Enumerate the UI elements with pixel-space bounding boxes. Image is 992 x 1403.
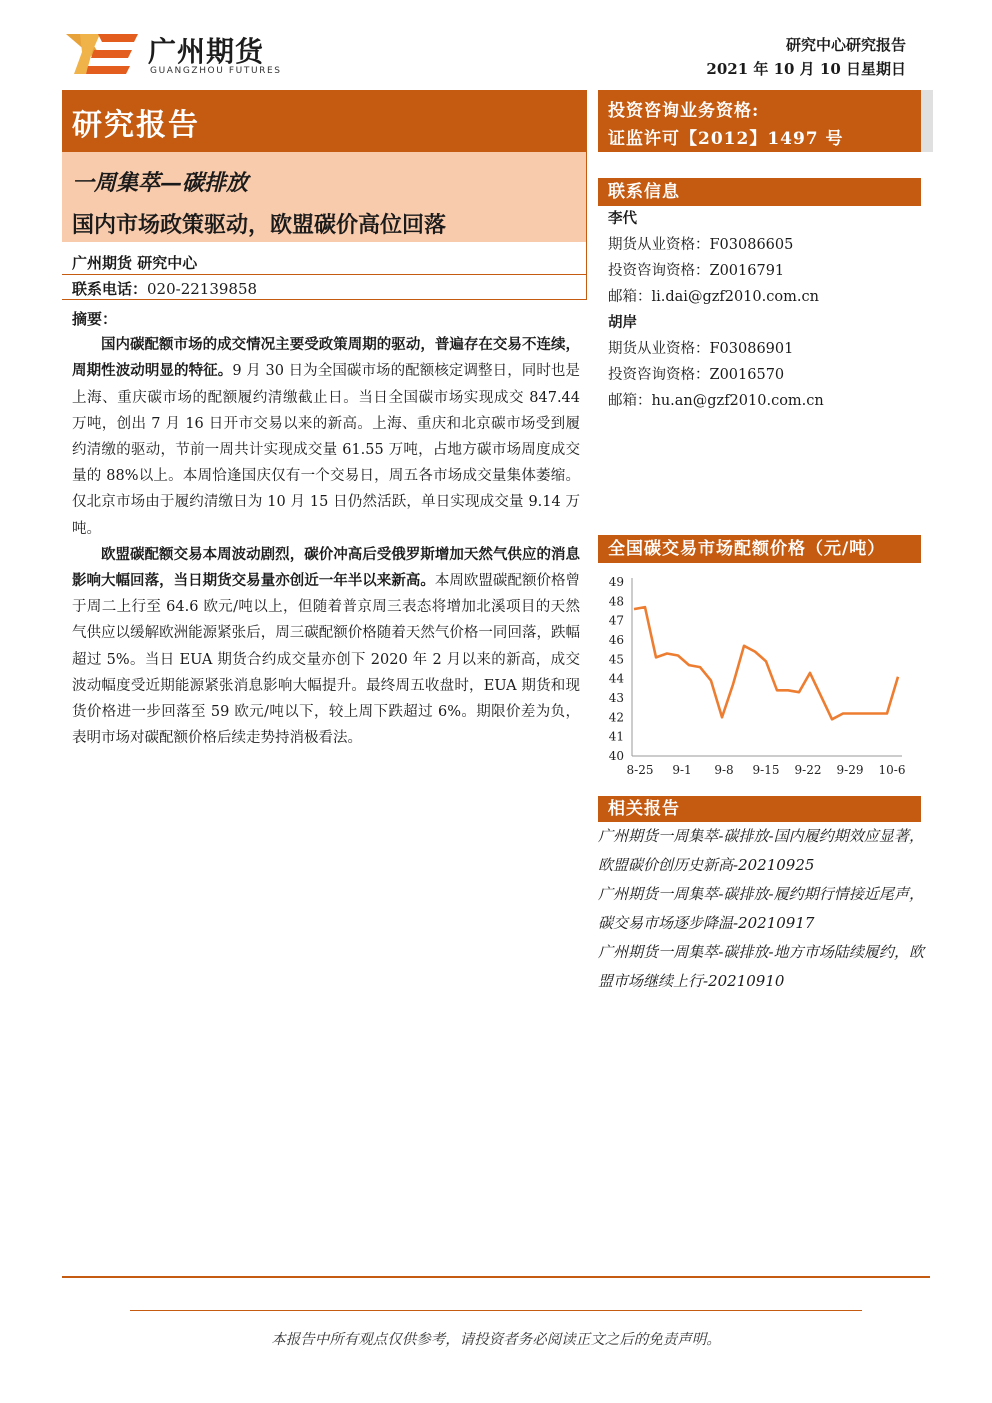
report-type: 研究中心研究报告 <box>785 36 906 54</box>
divider <box>62 274 587 275</box>
analyst-name: 李代 <box>608 210 637 227</box>
disclaimer-footer: 本报告中所有观点仅供参考，请投资者务必阅读正文之后的免责声明。 <box>271 1332 721 1348</box>
y-tick-label: 45 <box>608 652 624 667</box>
summary-p2-highlight: 欧盟碳配额交易本周波动剧烈，碳价冲高后受俄罗斯增加天然气供应的消息影响大幅回落，当日期货交易量亦创近一年半以来新高。 <box>72 545 580 590</box>
analyst-1 <box>608 206 819 310</box>
company-logo <box>64 26 294 82</box>
qualification-license: 证监许可【2012】1497 号 <box>608 129 844 149</box>
x-tick-label: 9-8 <box>714 763 734 777</box>
phone-label: 联系电话： <box>72 280 148 298</box>
series-title: 一周集萃—碳排放 <box>72 170 249 196</box>
related-reports-list <box>598 822 924 996</box>
analyst-email: 邮箱：li.dai@gzf2010.com.cn <box>608 289 819 305</box>
page-title: 研究报告 <box>72 108 200 143</box>
qualification-box <box>598 90 921 152</box>
gzf-logo-icon <box>64 30 140 78</box>
y-tick-label: 40 <box>608 749 624 763</box>
analyst-email: 邮箱：hu.an@gzf2010.com.cn <box>608 393 824 409</box>
y-tick-label: 41 <box>608 729 624 744</box>
analyst-advisory-license: 投资咨询资格：Z0016791 <box>608 263 785 279</box>
contact-title: 联系信息 <box>608 182 680 202</box>
qualification-shadow <box>921 90 933 152</box>
org-name: 广州期货 研究中心 <box>72 254 198 272</box>
report-headline: 国内市场政策驱动，欧盟碳价高位回落 <box>72 212 447 238</box>
x-tick-label: 10-6 <box>878 763 906 777</box>
analyst-2 <box>608 310 824 414</box>
logo-chinese-name: 广州期货 <box>148 35 265 68</box>
summary-p1-highlight: 国内碳配额市场的成交情况主要受政策周期的驱动，普遍存在交易不连续，周期性波动明显的特征。 <box>72 336 580 380</box>
chart-header <box>598 535 921 563</box>
report-date: 2021 年 10 月 10 日星期日 <box>706 60 906 78</box>
qualification-title: 投资咨询业务资格: <box>608 101 760 121</box>
related-report-link[interactable]: 广州期货一周集萃-碳排放-履约期行情接近尾声，碳交易市场逐步降温-20210917 <box>598 885 924 932</box>
x-tick-label: 9-22 <box>794 763 822 777</box>
y-tick-label: 43 <box>608 691 624 705</box>
price-chart <box>598 566 922 788</box>
phone-line <box>72 278 257 299</box>
analyst-futures-license: 期货从业资格：F03086901 <box>608 341 794 357</box>
analyst-name: 胡岸 <box>608 314 637 331</box>
related-title: 相关报告 <box>608 799 680 819</box>
price-series-line <box>634 607 898 719</box>
contact-header <box>598 178 921 206</box>
related-report-link[interactable]: 广州期货一周集萃-碳排放-国内履约期效应显著，欧盟碳价创历史新高-20210925 <box>598 827 924 874</box>
summary-section <box>72 306 580 751</box>
phone-number: 020-22139858 <box>147 280 258 298</box>
x-tick-label: 9-15 <box>752 763 780 777</box>
summary-p2-body: 本周欧盟碳配额价格曾于周二上行至 64.6 欧元/吨以上，但随着普京周三表态将增加北溪项目的天然气供应以缓解欧洲能源紧张后，周三碳配额价格随着天然气价格一同回落，跌幅超过 5%。当日 EUA 期货合约成交量亦创下 2020 年 2 月以来的新高，成交波动幅度受近期能源紧张消息影响大幅提升。最终周五收盘时，EUA 期货和现货价格进一步回落至 59 欧元/吨以下，较上周下跌超过 6%。期限价差为负，表明市场对碳配额价格后续走势持消极看法。 <box>72 573 581 747</box>
y-tick-label: 44 <box>608 671 624 686</box>
summary-paragraph-1 <box>72 332 580 542</box>
related-header <box>598 796 921 822</box>
subtitle-block <box>62 152 587 242</box>
page-bottom-rule <box>62 1276 930 1278</box>
column-divider <box>586 90 587 300</box>
title-banner <box>62 90 587 152</box>
analyst-advisory-license: 投资咨询资格：Z0016570 <box>608 367 785 383</box>
x-tick-label: 9-1 <box>672 763 692 777</box>
logo-english-name: GUANGZHOU FUTURES <box>150 66 282 76</box>
related-report-link[interactable]: 广州期货一周集萃-碳排放-地方市场陆续履约，欧盟市场继续上行-20210910 <box>598 943 924 990</box>
analyst-futures-license: 期货从业资格：F03086605 <box>608 237 794 253</box>
summary-label: 摘要： <box>72 310 118 328</box>
summary-paragraph-2 <box>72 542 580 752</box>
x-tick-label: 9-29 <box>836 763 864 777</box>
y-tick-label: 48 <box>608 594 624 609</box>
x-tick-label: 8-25 <box>626 763 654 777</box>
y-tick-label: 47 <box>608 613 624 628</box>
y-tick-label: 42 <box>608 710 624 725</box>
y-tick-label: 46 <box>608 633 624 647</box>
footer-rule <box>130 1310 862 1311</box>
chart-title: 全国碳交易市场配额价格（元/吨） <box>608 539 886 559</box>
divider <box>62 299 587 300</box>
y-tick-label: 49 <box>608 575 624 589</box>
summary-p1-body: 9 月 30 日为全国碳市场的配额核定调整日，同时也是上海、重庆碳市场的配额履约清缴截止日。当日全国碳市场实现成交 847.44 万吨，创出 7 月 16 日开市交易以来的新高。上海、重庆和北京碳市场受到履约清缴的驱动，节前一周共计实现成交量 61.55 万吨，占地方碳市场周度成交量的 88%以上。本周恰逢国庆仅有一个交易日，周五各市场成交量集体萎缩。仅北京市场由于履约清缴日为 10 月 15 日仍然活跃，单日实现成交量 9.14 万吨。 <box>72 363 580 537</box>
